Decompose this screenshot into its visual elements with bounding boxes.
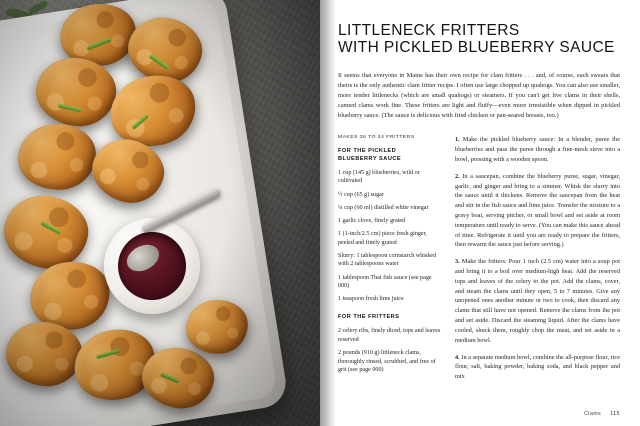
section-heading-line-1: FOR THE FRITTERS: [338, 313, 400, 320]
ingredients-column: [338, 135, 442, 389]
list-item: 1 garlic clove, finely grated: [338, 217, 406, 224]
list-item: 1 teaspoon fresh lime juice: [338, 296, 404, 303]
page-number: 115: [610, 411, 620, 417]
instruction-step: [455, 353, 620, 382]
list-item: 1 (1-inch/2.5 cm) piece fresh ginger, peeled and finely grated: [338, 231, 427, 246]
step-number: 3.: [455, 258, 460, 266]
recipe-text-page: [320, 0, 640, 426]
instruction-step: [455, 135, 620, 164]
step-text: In a saucepan, combine the blueberry puree, sugar, vinegar, garlic, and ginger and bring to a simmer. Whisk the slurry into the sauce until it thickens. Remove the saucepan from the heat and stir in the fish sauce and lime juice. Transfer the mixture to a gravy boat, serving pitcher, or small bowl and set aside at room temperature until ready to serve. (You can make this sauce ahead of time. Refrigerate it until you are ready to prepare the fritters, then rewarm the sauce just before serving.): [455, 172, 620, 249]
list-item: ¼ cup (60 ml) distilled white vinegar: [338, 204, 429, 211]
section-heading-line-1: FOR THE PICKLED: [338, 148, 397, 155]
list-item: 1 tablespoon Thai fish sauce (see page 000): [338, 274, 432, 290]
step-number: 4.: [455, 353, 460, 361]
instruction-step: [455, 257, 620, 345]
ingredient-list-fritters: [338, 327, 442, 375]
recipe-title-line-1: LITTLENECK FRITTERS: [338, 22, 520, 39]
recipe-headnote: It seems that everyone in Maine has their own recipe for clam fritters . . . and, of course, each swears that theirs is the only authentic clam fritter recipe. I often use large chopped up quahogs. You can also use smaller, more tender littlenecks (which are small quahogs) or steamers. If you can't get live clams in their shells, canned clams work fine. These fritters are light and fluffy—even more irresistible when dipped in pickled blueberry sauce. (The sauce is delicious with fried chicken or pan-seared breasts, too.): [338, 71, 620, 120]
step-text: Make the fritters: Pour 1 inch (2.5 cm) water into a soup pot and bring it to a boil over medium-high heat. Add the reserved tops and leaves of the celery to the pot. Add the clams, cover, and steam the clams until they open, 5 to 7 minutes. Give any unopened ones another minute or two to cook, then discard any clams that still have not opened. Remove the clams from the pot and set aside. Discard the steaming liquid. After the clams have cooled, shuck them, roughly chop the meat, and set aside in a medium bowl.: [455, 258, 620, 344]
list-item: ½ cup (65 g) sugar: [338, 191, 384, 198]
ingredients-section-heading: [338, 148, 442, 163]
step-number: 1.: [455, 136, 460, 144]
list-item: 1 cup (145 g) blueberries, wild or cultivated: [338, 169, 420, 185]
list-item: 2 celery ribs, finely diced, tops and leaves reserved: [338, 328, 441, 343]
ingredient-list-sauce: [338, 169, 442, 304]
step-number: 2.: [455, 172, 460, 180]
recipe-columns: [338, 135, 620, 389]
section-heading-line-2: BLUEBERRY SAUCE: [338, 155, 402, 162]
step-text: Make the pickled blueberry sauce: In a blender, puree the blueberries and pass the puree through a fine-mesh sieve into a bowl, pressing with a wooden spoon.: [455, 136, 620, 163]
list-item: Slurry: 1 tablespoon cornstarch whisked with 2 tablespoons water: [338, 252, 437, 268]
instruction-step: [455, 172, 620, 251]
list-item: 2 pounds (910 g) littleneck clams, thoroughly rinsed, scrubbed, and free of grit (see page 000): [338, 350, 436, 374]
instructions-column: [455, 135, 620, 389]
recipe-yield: MAKES 36 TO 24 FRITTERS: [338, 135, 415, 141]
page-title: [338, 22, 620, 57]
recipe-title-line-2: WITH PICKLED BLUEBERRY SAUCE: [338, 39, 615, 57]
page-footer: [584, 411, 620, 417]
step-text: In a separate medium bowl, combine the all-purpose flour, rice flour, salt, baking powder, baking soda, and black pepper and mix: [455, 353, 620, 381]
fritters-section-heading: [338, 314, 442, 321]
chapter-name: Clams: [584, 411, 602, 417]
